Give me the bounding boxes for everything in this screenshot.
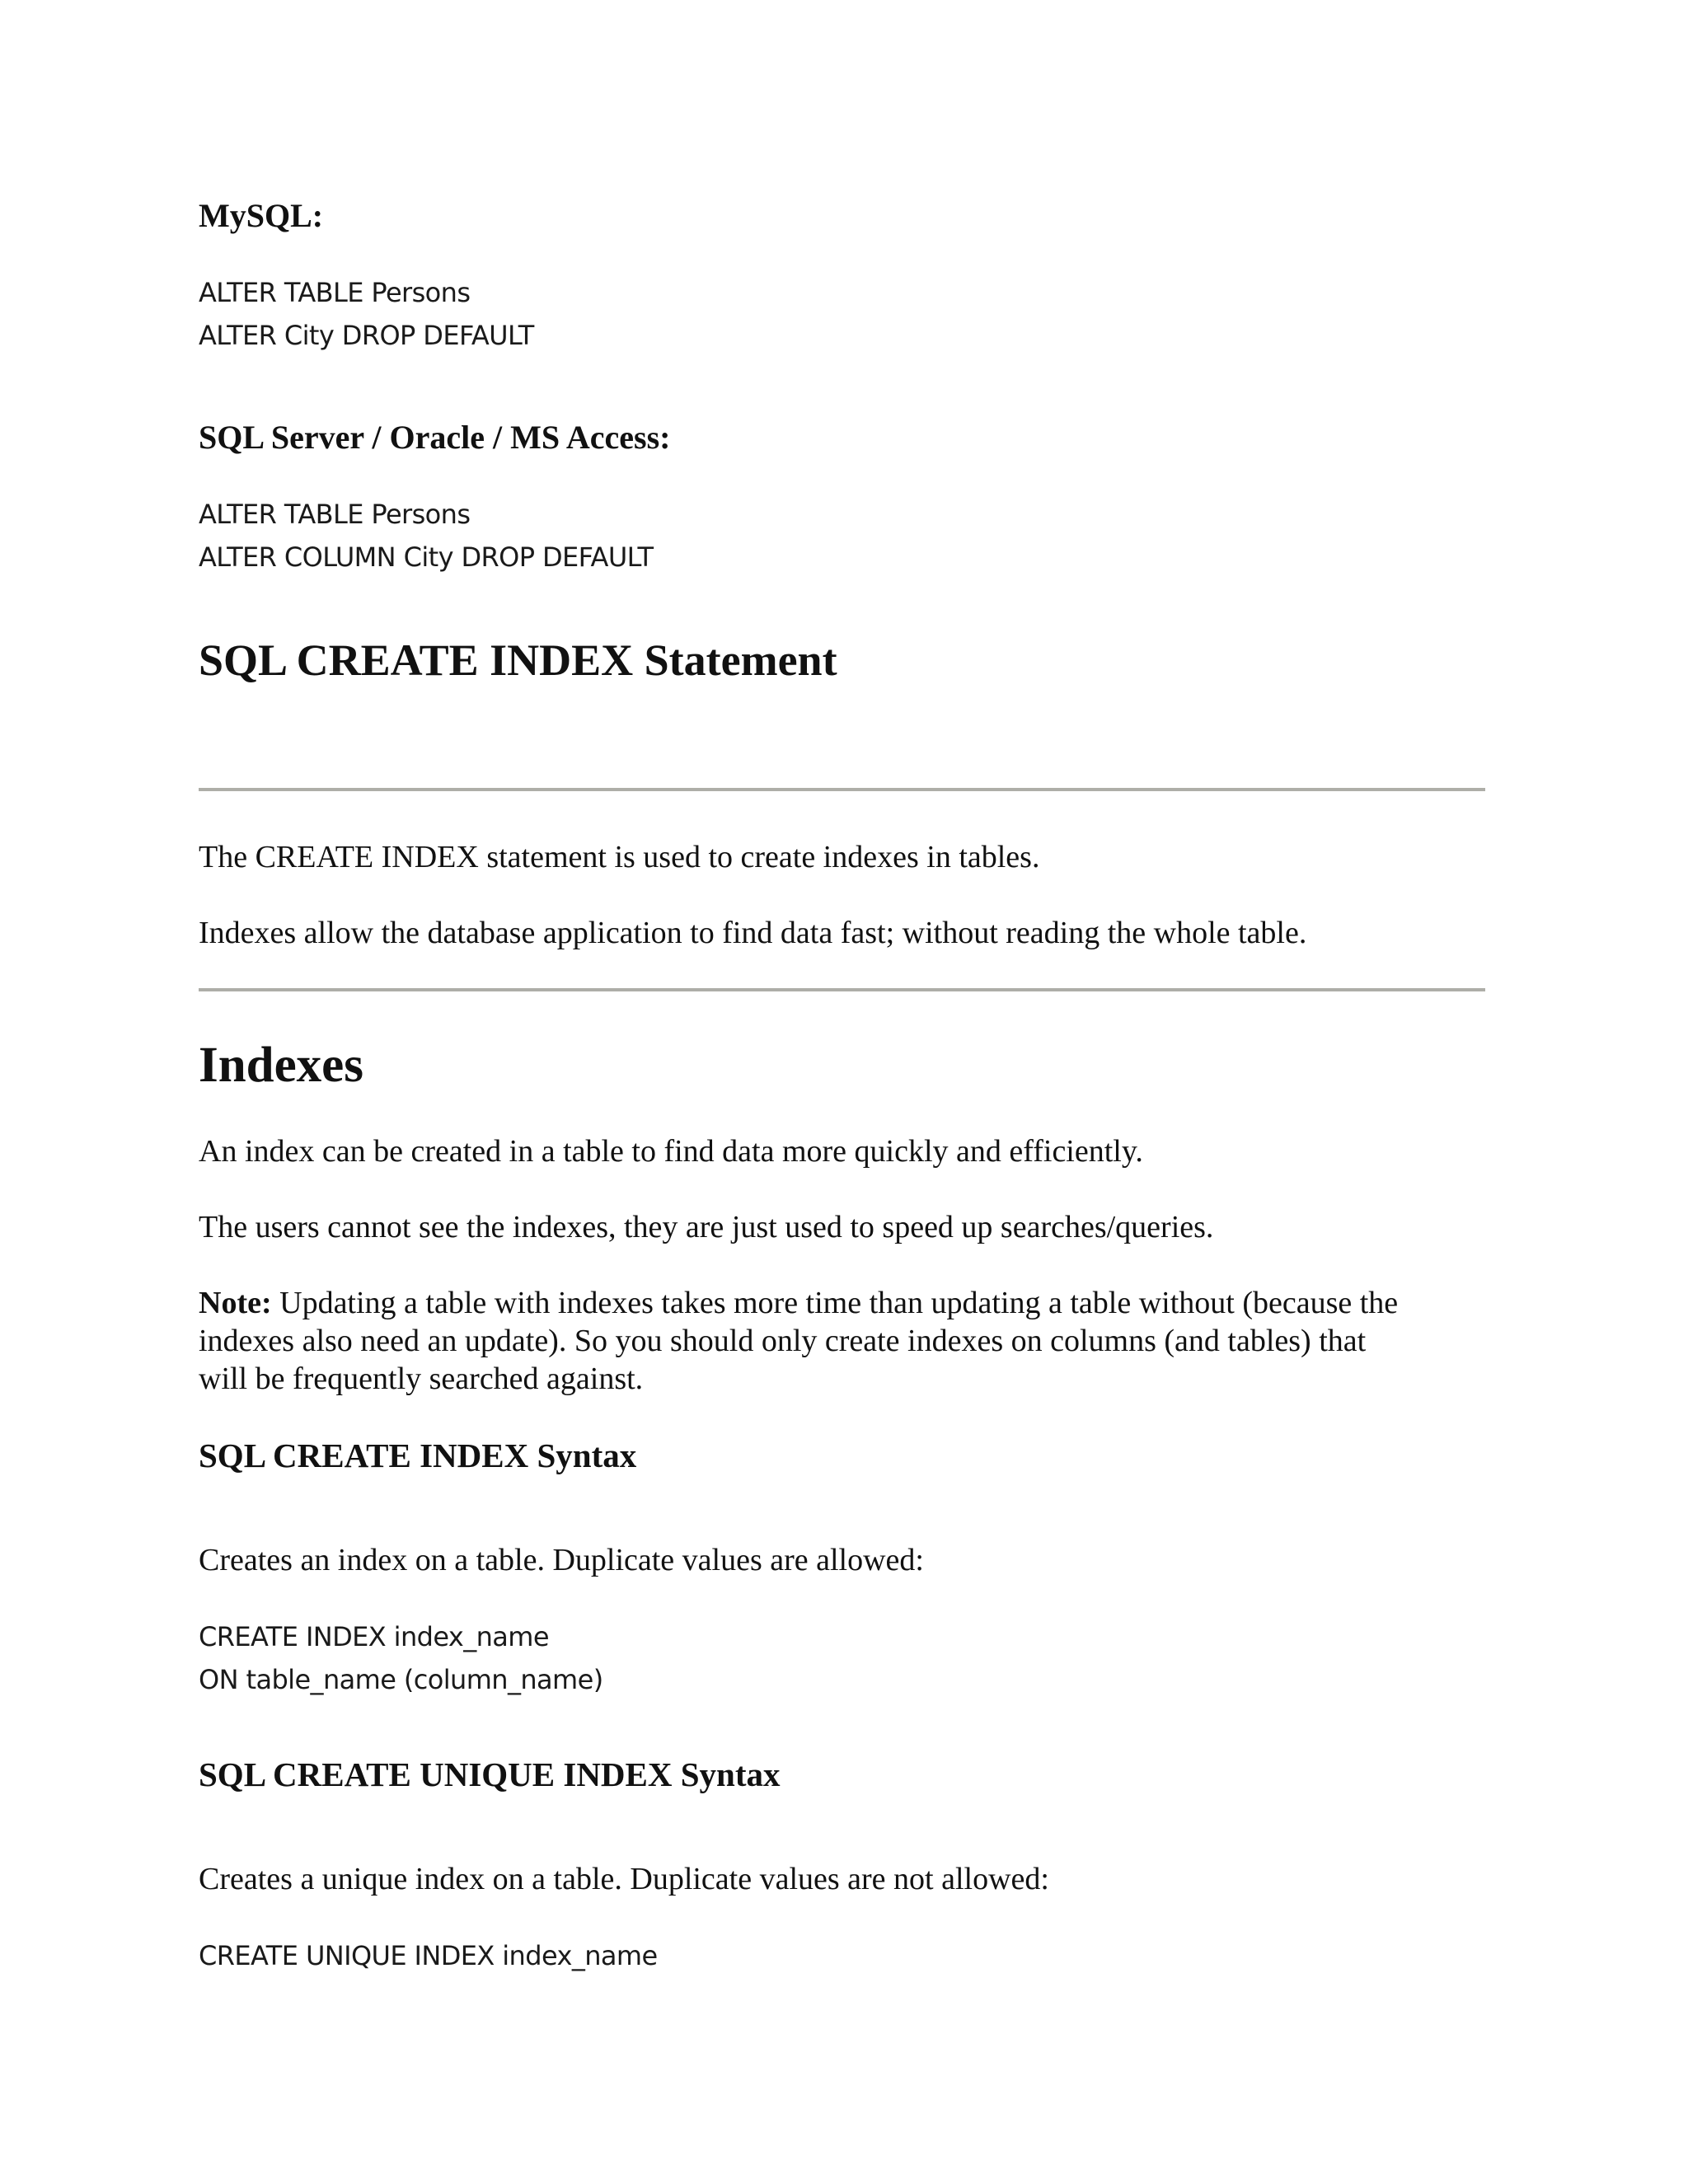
code-line: CREATE UNIQUE INDEX index_name [199, 1940, 658, 1971]
note-label: Note: [199, 1286, 272, 1320]
code-line: ALTER City DROP DEFAULT [199, 320, 534, 351]
code-line: CREATE INDEX index_name [199, 1621, 549, 1652]
create-index-intro: The CREATE INDEX statement is used to create indexes in tables. [199, 840, 1040, 874]
create-index-title: SQL CREATE INDEX Statement [199, 635, 837, 685]
code-line: ALTER COLUMN City DROP DEFAULT [199, 541, 654, 573]
indexes-title: Indexes [199, 1038, 363, 1093]
mysql-heading: MySQL: [199, 197, 324, 234]
note-text-line-3: will be frequently searched against. [199, 1361, 644, 1396]
horizontal-rule [199, 988, 1485, 991]
unique-syntax-code-block [199, 1934, 658, 1977]
indexes-paragraph-2: The users cannot see the indexes, they are just used to speed up searches/queries. [199, 1210, 1214, 1244]
note-text-line-1: Updating a table with indexes takes more time than updating a table without (because the [271, 1286, 1399, 1320]
syntax-code-block [199, 1615, 603, 1701]
code-line: ALTER TABLE Persons [199, 499, 471, 530]
code-line: ON table_name (column_name) [199, 1664, 603, 1695]
code-line: ALTER TABLE Persons [199, 277, 471, 308]
unique-syntax-heading: SQL CREATE UNIQUE INDEX Syntax [199, 1755, 781, 1793]
indexes-paragraph-1: An index can be created in a table to find data more quickly and efficiently. [199, 1134, 1143, 1169]
sqlserver-heading: SQL Server / Oracle / MS Access: [199, 419, 671, 456]
horizontal-rule [199, 788, 1485, 791]
sqlserver-code-block [199, 493, 653, 579]
note-text-line-2: indexes also need an update). So you should only create indexes on columns (and tables) that [199, 1324, 1367, 1358]
create-index-intro-2: Indexes allow the database application to find data fast; without reading the whole table. [199, 916, 1307, 950]
note-paragraph [199, 1284, 1398, 1398]
syntax-description: Creates an index on a table. Duplicate values are allowed: [199, 1543, 924, 1577]
unique-syntax-description: Creates a unique index on a table. Duplicate values are not allowed: [199, 1862, 1049, 1896]
mysql-code-block [199, 271, 534, 357]
syntax-heading: SQL CREATE INDEX Syntax [199, 1436, 637, 1474]
